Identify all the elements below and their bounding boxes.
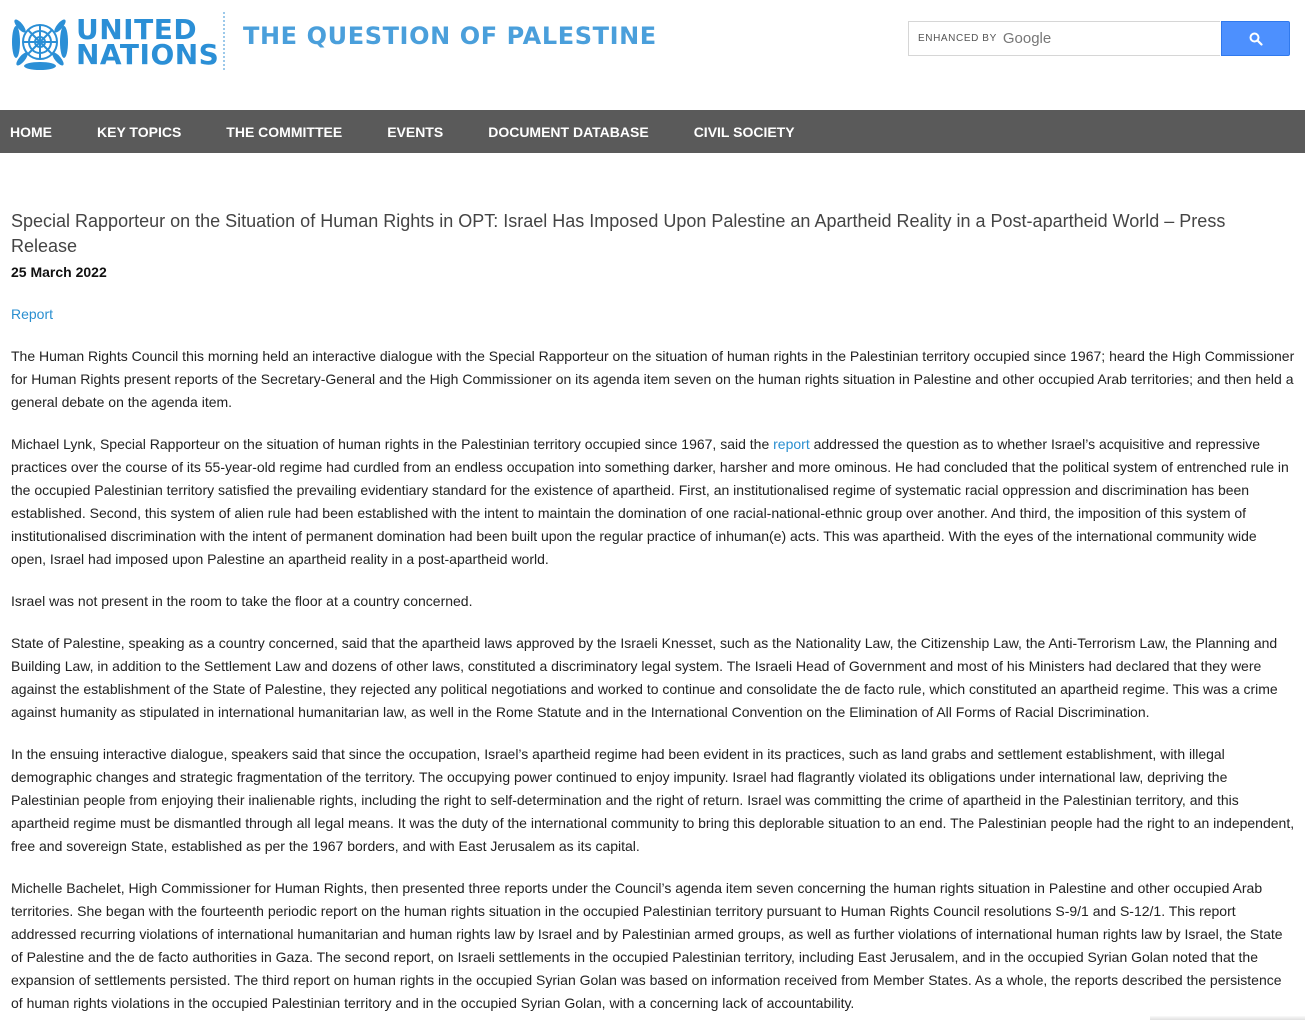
article [11, 209, 1295, 1015]
nav-item-events[interactable]: EVENTS [387, 123, 444, 140]
google-label: Google [1002, 30, 1052, 47]
un-emblem-icon [10, 12, 70, 72]
enhanced-by-label: ENHANCED BY [918, 33, 997, 44]
site-header [0, 0, 1305, 110]
article-paragraph-4: State of Palestine, speaking as a country concerned, said that the apartheid laws approved by the Israeli Knesset, such as the Nationality Law, the Citizenship Law, the Anti-Terrorism Law, the Planning and Building Law, in addition to the Settlement Law and dozens of other laws, constituted a discriminatory legal system. The Israeli Head of Government and most of his Ministers had declared that they were against the establishment of the State of Palestine, they rejected any political negotiations and worked to continue and consolidate the de facto rule, which constituted an apartheid regime. This was a crime against humanity as stipulated in international humanitarian law, as well in the Rome Statute and in the International Convention on the Elimination of All Forms of Racial Discrimination. [11, 635, 1278, 720]
article-paragraph-6: Michelle Bachelet, High Commissioner for Human Rights, then presented three reports under the Council’s agenda item seven concerning the human rights situation in Palestine and other occupied Arab territories. She began with the fourteenth periodic report on the human rights situation in the occupied Palestinian territory pursuant to Human Rights Council resolutions S-9/1 and S-12/1. This report addressed recurring violations of international humanitarian and human rights law by Israel and by Palestinian armed groups, as well as further violations of international human rights law by Israel, the State of Palestine and the de facto authorities in Gaza. The second report, on Israeli settlements in the occupied Palestinian territory, including East Jerusalem, and in the occupied Syrian Golan noted that the expansion of settlements persisted. The third report on human rights in the occupied Syrian Golan was based on information received from Member States. As a whole, the reports described the persistence of human rights violations in the occupied Palestinian territory and in the occupied Syrian Golan, with a concerning lack of accountability. [11, 880, 1283, 1011]
search-input[interactable] [908, 21, 1220, 56]
search-icon [1249, 32, 1263, 46]
inline-report-link[interactable]: report [773, 436, 810, 452]
search-button[interactable] [1221, 21, 1290, 56]
article-date: 25 March 2022 [11, 264, 107, 280]
nav-item-document-database[interactable]: DOCUMENT DATABASE [488, 123, 649, 140]
article-paragraph-5: In the ensuing interactive dialogue, speakers said that since the occupation, Israel’s apartheid regime had been evident in its practices, such as land grabs and settlement establishment, with illegal demographic changes and strategic fragmentation of the territory. The occupying power continued to enjoy impunity. Israel had flagrantly violated its obligations under international law, depriving the Palestinian people from enjoying their inalienable rights, including the right to self-determination and the right of return. Israel was committing the crime of apartheid in the Palestinian territory, and this apartheid regime must be dismantled through all legal means. It was the duty of the international community to bring this deplorable situation to an end. The Palestinian people had the right to an independent, free and sovereign State, established as per the 1967 borders, and with East Jerusalem as its capital. [11, 746, 1295, 854]
un-logo[interactable] [10, 12, 219, 72]
site-title[interactable]: THE QUESTION OF PALESTINE [243, 22, 657, 50]
article-title: Special Rapporteur on the Situation of Human Rights in OPT: Israel Has Imposed Upon Palestine an Apartheid Reality in a Post-apartheid World – Press Release [11, 211, 1226, 256]
paragraph-2-body: addressed the question as to whether Israel’s acquisitive and repressive practices over the course of its 55-year-old regime had curdled from an endless occupation into something darker, harsher and more ominous. He had concluded that the political system of entrenched rule in the occupied Palestinian territory satisfied the prevailing evidentiary standard for the existence of apartheid. First, an institutionalised regime of systematic racial oppression and discrimination has been established. Second, this system of alien rule had been established with the intent to maintain the domination of one racial-national-ethnic group over another. And third, the imposition of this system of institutionalised discrimination with the intent of permanent domination had been built upon the regular practice of inhuman(e) acts. This was apartheid. With the eyes of the international community wide open, Israel had imposed upon Palestine an apartheid reality in a post-apartheid world. [11, 436, 1289, 567]
main-nav [0, 110, 1305, 153]
report-link[interactable]: Report [11, 306, 54, 322]
article-paragraph-2 [11, 433, 1295, 571]
nav-item-home[interactable]: HOME [10, 123, 52, 140]
nav-item-the-committee[interactable]: THE COMMITTEE [226, 123, 343, 140]
nav-item-civil-society[interactable]: CIVIL SOCIETY [693, 123, 795, 140]
corner-shadow [1150, 1016, 1305, 1020]
nav-item-key-topics[interactable]: KEY TOPICS [97, 123, 182, 140]
un-wordmark-line1: UNITED [76, 13, 198, 46]
header-divider [223, 12, 225, 70]
paragraph-2-intro: Michael Lynk, Special Rapporteur on the situation of human rights in the Palestinian territory occupied since 1967, said the [11, 436, 774, 452]
article-paragraph-3: Israel was not present in the room to take the floor at a country concerned. [11, 593, 473, 609]
un-wordmark-line2: NATIONS [76, 38, 220, 71]
article-paragraph-1: The Human Rights Council this morning held an interactive dialogue with the Special Rapporteur on the situation of human rights in the Palestinian territory occupied since 1967; heard the High Commissioner for Human Rights present reports of the Secretary-General and the High Commissioner on its agenda item seven on the human rights situation in Palestine and other occupied Arab territories; and then held a general debate on the agenda item. [11, 348, 1295, 410]
un-wordmark [76, 13, 220, 71]
